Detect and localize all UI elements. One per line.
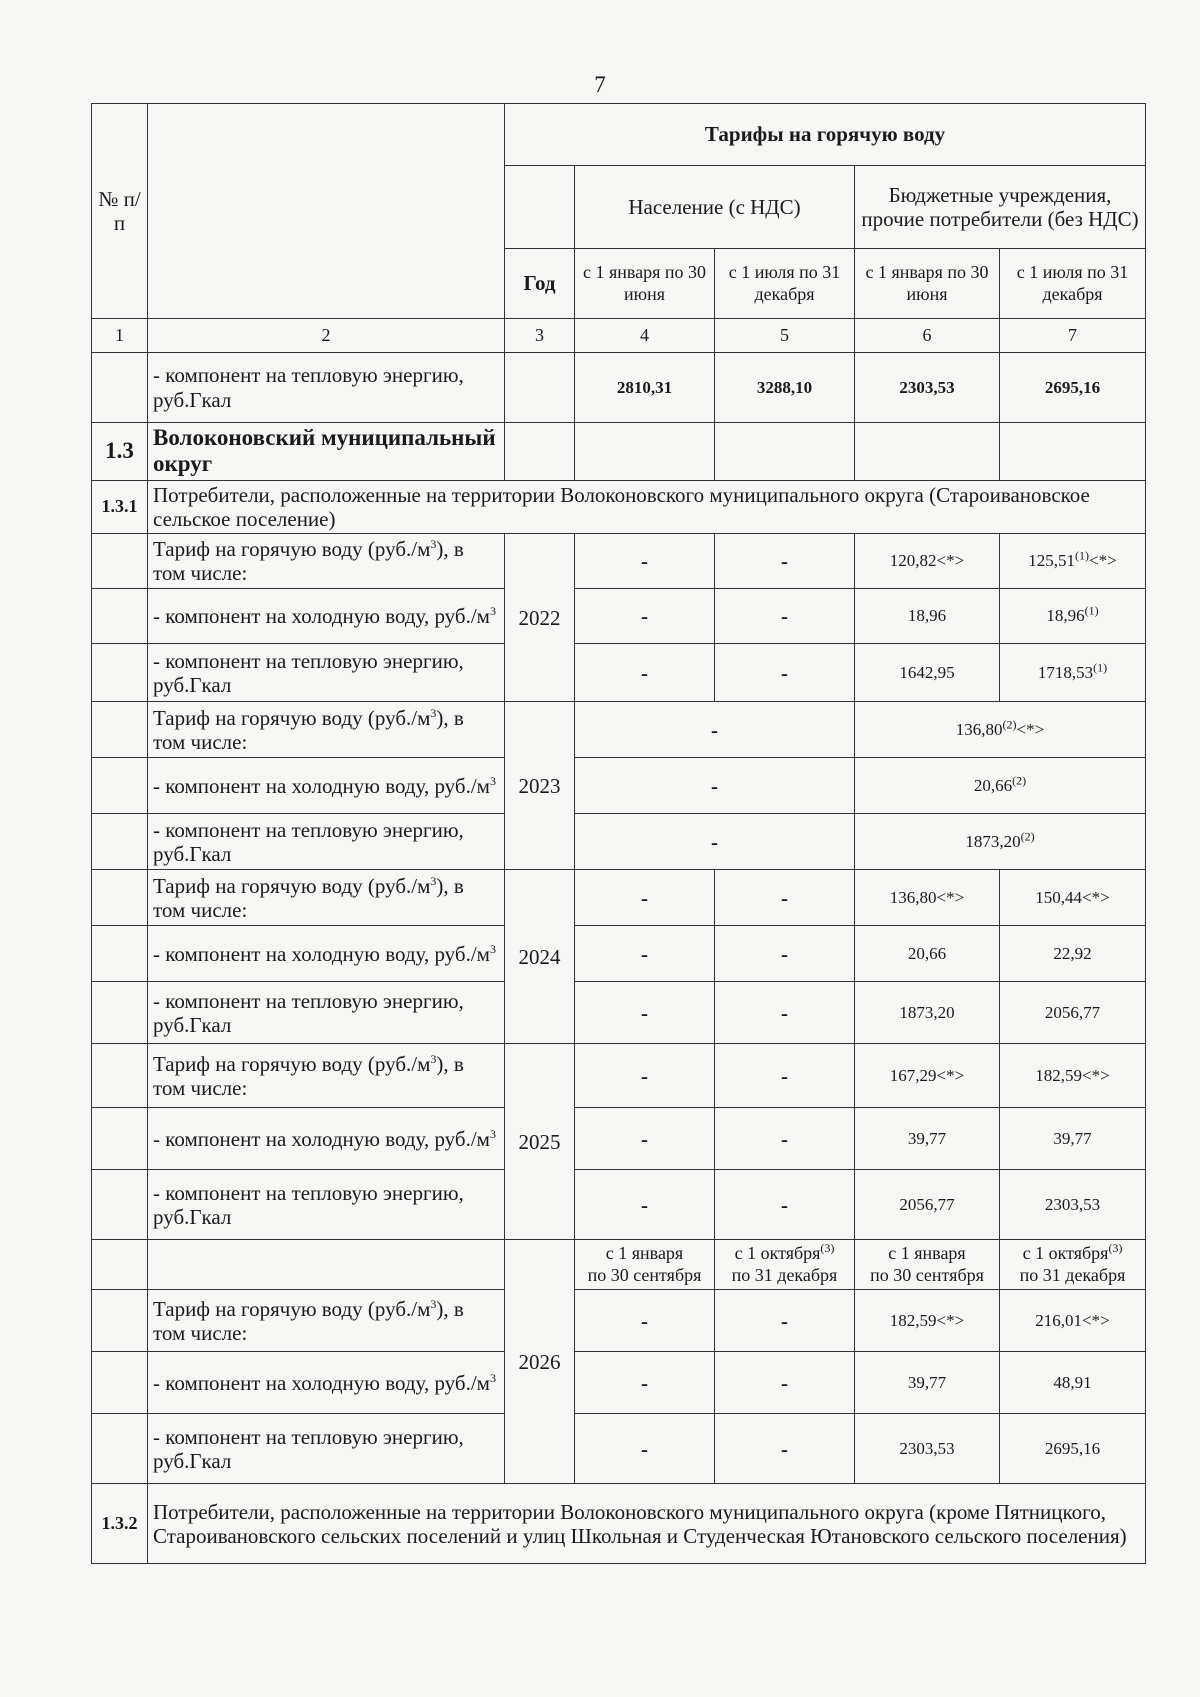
value-cell: 20,66	[855, 926, 1000, 982]
main-title: Тарифы на горячую воду	[505, 104, 1146, 166]
empty-cell	[92, 1108, 148, 1170]
dash-cell: -	[715, 589, 855, 644]
heat-label: - компонент на тепловую энергию, руб.Гкал	[148, 1414, 505, 1484]
dash-cell: -	[715, 1290, 855, 1352]
year-header: Год	[505, 249, 575, 319]
empty-cell	[92, 1240, 148, 1290]
dash-cell: -	[575, 1044, 715, 1108]
value-cell: 182,59<*>	[1000, 1044, 1146, 1108]
empty-cell	[92, 926, 148, 982]
period-header: с 1 июля по 31 декабря	[1000, 249, 1146, 319]
dash-cell: -	[575, 702, 855, 758]
cold-water-label: - компонент на холодную воду, $руб./м^3$	[148, 758, 505, 814]
empty-cell	[92, 870, 148, 926]
dash-cell: -	[715, 870, 855, 926]
empty-cell	[92, 589, 148, 644]
empty-cell	[92, 982, 148, 1044]
year-cell: 2023	[505, 702, 575, 870]
section-number: 1.3.1	[92, 480, 148, 533]
empty-cell	[92, 644, 148, 702]
empty-cell	[92, 1170, 148, 1240]
dash-cell: -	[575, 870, 715, 926]
dash-cell: -	[575, 1290, 715, 1352]
value-cell: 2810,31	[575, 353, 715, 423]
empty-cell	[505, 353, 575, 423]
year-cell: 2024	[505, 870, 575, 1044]
value-cell: 22,92	[1000, 926, 1146, 982]
year-cell: 2025	[505, 1044, 575, 1240]
value-cell: 2303,53	[855, 353, 1000, 423]
cold-water-label: - компонент на холодную воду, $руб./м^3$	[148, 1108, 505, 1170]
empty-cell	[715, 423, 855, 481]
heat-label: - компонент на тепловую энергию, руб.Гкал	[148, 814, 505, 870]
value-cell: 1718,53$^{(1)}$	[1000, 644, 1146, 702]
empty-cell	[92, 702, 148, 758]
dash-cell: -	[715, 1108, 855, 1170]
empty-cell	[148, 1240, 505, 1290]
column-number: 7	[1000, 319, 1146, 353]
column-number: 6	[855, 319, 1000, 353]
blank-header-cell	[505, 166, 575, 249]
dash-cell: -	[575, 534, 715, 589]
value-cell: $125,51^{(1)}<*>$	[1000, 534, 1146, 589]
dash-cell: -	[575, 1352, 715, 1414]
value-cell: 39,77	[1000, 1108, 1146, 1170]
dash-cell: -	[715, 1352, 855, 1414]
cold-water-label: - компонент на холодную воду, $руб./м^3$	[148, 926, 505, 982]
value-cell: 182,59<*>	[855, 1290, 1000, 1352]
dash-cell: -	[575, 926, 715, 982]
value-cell: 120,82<*>	[855, 534, 1000, 589]
period-cell: с 1 октября$^{(3)}$ по 31 декабря	[715, 1240, 855, 1290]
dash-cell: -	[575, 1414, 715, 1484]
column-number: 1	[92, 319, 148, 353]
dash-cell: -	[715, 1170, 855, 1240]
empty-cell	[92, 1044, 148, 1108]
dash-cell: -	[575, 589, 715, 644]
period-cell: с 1 января по 30 сентября	[575, 1240, 715, 1290]
section-number: 1.3.2	[92, 1484, 148, 1564]
value-cell: 2695,16	[1000, 1414, 1146, 1484]
name-header-empty	[148, 104, 505, 319]
value-cell: $136,80^{(2)}<*>$	[855, 702, 1146, 758]
dash-cell: -	[715, 534, 855, 589]
period-header: с 1 января по 30 июня	[575, 249, 715, 319]
dash-cell: -	[715, 982, 855, 1044]
dash-cell: -	[715, 1044, 855, 1108]
column-number: 2	[148, 319, 505, 353]
period-header: с 1 июля по 31 декабря	[715, 249, 855, 319]
dash-cell: -	[715, 1414, 855, 1484]
value-cell: 167,29<*>	[855, 1044, 1000, 1108]
heat-label: - компонент на тепловую энергию, руб.Гкал	[148, 982, 505, 1044]
period-cell: с 1 октября$^{(3)}$ по 31 декабря	[1000, 1240, 1146, 1290]
value-cell: 136,80<*>	[855, 870, 1000, 926]
budget-header: Бюджетные учреждения, прочие потребители (без НДС)	[855, 166, 1146, 249]
value-cell: 1873,20	[855, 982, 1000, 1044]
year-cell: 2022	[505, 534, 575, 702]
value-cell: 2056,77	[855, 1170, 1000, 1240]
column-number: 5	[715, 319, 855, 353]
empty-cell	[505, 423, 575, 481]
dash-cell: -	[575, 644, 715, 702]
empty-cell	[1000, 423, 1146, 481]
empty-cell	[92, 758, 148, 814]
value-cell: 2695,16	[1000, 353, 1146, 423]
empty-cell	[92, 1352, 148, 1414]
num-header: № п/п	[92, 104, 148, 319]
value-cell: 2303,53	[855, 1414, 1000, 1484]
empty-cell	[92, 534, 148, 589]
value-cell: 216,01<*>	[1000, 1290, 1146, 1352]
year-cell: 2026	[505, 1240, 575, 1484]
section-number: 1.3	[92, 423, 148, 481]
value-cell: 39,77	[855, 1352, 1000, 1414]
tariff-label: Тариф на горячую воду $(руб./м^3)$, в том числе:	[148, 702, 505, 758]
empty-cell	[92, 814, 148, 870]
value-cell: 39,77	[855, 1108, 1000, 1170]
value-cell: 2056,77	[1000, 982, 1146, 1044]
value-cell: 48,91	[1000, 1352, 1146, 1414]
page-number: 7	[594, 72, 606, 97]
empty-cell	[92, 1290, 148, 1352]
value-cell: 2303,53	[1000, 1170, 1146, 1240]
dash-cell: -	[575, 814, 855, 870]
period-header: с 1 января по 30 июня	[855, 249, 1000, 319]
dash-cell: -	[715, 644, 855, 702]
dash-cell: -	[575, 758, 855, 814]
dash-cell: -	[575, 982, 715, 1044]
value-cell: 1873,20$^{(2)}$	[855, 814, 1146, 870]
heat-label: - компонент на тепловую энергию, руб.Гкал	[148, 1170, 505, 1240]
column-number: 3	[505, 319, 575, 353]
value-cell: 1642,95	[855, 644, 1000, 702]
row-label: - компонент на тепловую энергию, руб.Гкал	[148, 353, 505, 423]
tariff-table	[91, 103, 1146, 1564]
value-cell: 150,44<*>	[1000, 870, 1146, 926]
section-title: Волоконовский муниципальный округ	[148, 423, 505, 481]
period-cell: с 1 января по 30 сентября	[855, 1240, 1000, 1290]
section-title: Потребители, расположенные на территории Волоконовского муниципального округа (Староивановское сельское поселение)	[148, 480, 1146, 533]
empty-cell	[575, 423, 715, 481]
tariff-label: Тариф на горячую воду $(руб./м^3)$, в том числе:	[148, 534, 505, 589]
dash-cell: -	[715, 926, 855, 982]
column-number: 4	[575, 319, 715, 353]
population-header: Население (с НДС)	[575, 166, 855, 249]
value-cell: 3288,10	[715, 353, 855, 423]
empty-cell	[92, 1414, 148, 1484]
value-cell: 18,96	[855, 589, 1000, 644]
heat-label: - компонент на тепловую энергию, руб.Гкал	[148, 644, 505, 702]
tariff-label: Тариф на горячую воду $(руб./м^3)$, в том числе:	[148, 1290, 505, 1352]
empty-cell	[92, 353, 148, 423]
tariff-label: Тариф на горячую воду $(руб./м^3)$, в том числе:	[148, 870, 505, 926]
value-cell: 20,66$^{(2)}$	[855, 758, 1146, 814]
cold-water-label: - компонент на холодную воду, $руб./м^3$	[148, 589, 505, 644]
value-cell: 18,96$^{(1)}$	[1000, 589, 1146, 644]
tariff-label: Тариф на горячую воду $(руб./м^3)$, в том числе:	[148, 1044, 505, 1108]
cold-water-label: - компонент на холодную воду, $руб./м^3$	[148, 1352, 505, 1414]
section-title: Потребители, расположенные на территории Волоконовского муниципального округа (кроме Пятницкого, Староивановского сельских поселений и улиц Школьная и Студенческая Ютановского сельского поселения)	[148, 1484, 1146, 1564]
dash-cell: -	[575, 1108, 715, 1170]
empty-cell	[855, 423, 1000, 481]
dash-cell: -	[575, 1170, 715, 1240]
